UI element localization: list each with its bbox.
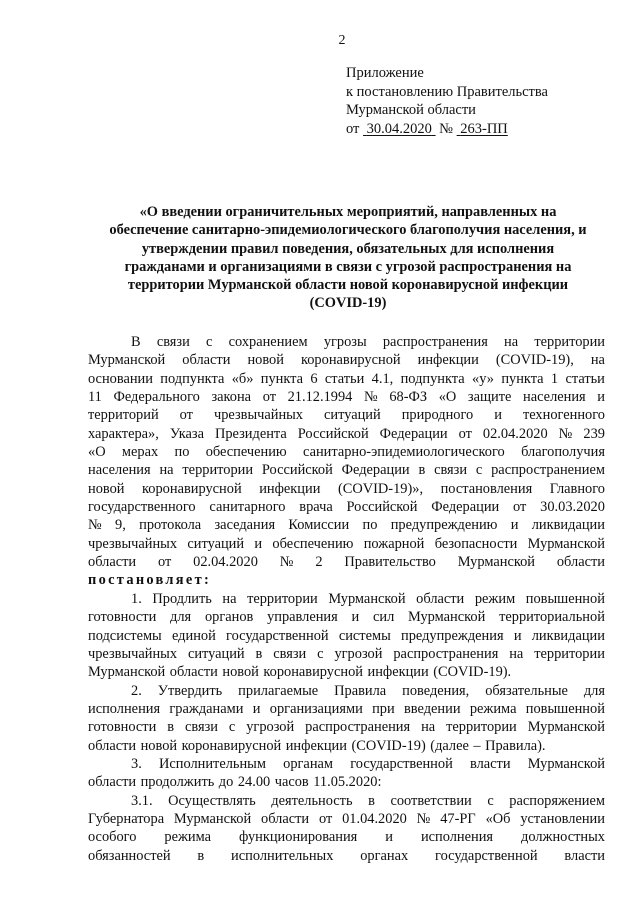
body-line: подсистемы единой государственной системы предупреждения и ликвидации: [88, 627, 605, 644]
body-line: области новой коронавирусной инфекции (COVID-19) (далее – Правила).: [88, 737, 546, 754]
body-line: 3.1. Осуществлять деятельность в соответствии с распоряжением: [131, 792, 605, 809]
body-line: чрезвычайных ситуаций и обеспечению пожарной безопасности Мурманской: [88, 535, 605, 552]
body-line: В связи с сохранением угрозы распространения на территории: [131, 334, 605, 350]
body-line: чрезвычайных ситуаций в связи с угрозой распространения на территории: [88, 645, 605, 662]
body-line: 2. Утвердить прилагаемые Правила поведения, обязательные для: [131, 682, 605, 699]
appendix-line-2: к постановлению Правительства: [346, 83, 548, 100]
body-line: характера», Указа Президента Российской Федерации от 02.04.2020 № 239: [88, 425, 605, 442]
body-line: основании подпункта «б» пункта 6 статьи 4.1, подпункта «у» пункта 1 статьи: [88, 370, 605, 387]
title-line: «О введении ограничительных мероприятий, направленных на: [139, 204, 557, 220]
body-line: постановляет:: [88, 572, 212, 589]
appendix-line-1: Приложение: [346, 65, 424, 81]
date-prefix: от: [346, 120, 360, 137]
body-line: населения на территории Российской Федерации в связи с распространением: [88, 462, 605, 479]
body-line: готовности для органов управления и сил Мурманской территориальной: [88, 609, 605, 626]
body-line: государственного санитарного врача Российской Федерации от 30.03.2020: [88, 499, 605, 516]
body-line: 1. Продлить на территории Мурманской области режим повышенной: [131, 590, 605, 607]
body-line: обязанностей в исполнительных органах государственной власти: [88, 847, 605, 864]
body-line: области продолжить до 24.00 часов 11.05.2020:: [88, 774, 382, 791]
body-line: готовности в связи с угрозой распространения на территории Мурманской: [88, 719, 605, 736]
body-line: новой коронавирусной инфекции (COVID-19)», постановления Главного: [88, 480, 605, 497]
body-line: Мурманской области новой коронавирусной инфекции (COVID-19), на: [88, 352, 605, 369]
body-line: области от 02.04.2020 № 2 Правительство Мурманской области: [88, 554, 605, 571]
body-line: Губернатора Мурманской области от 01.04.2020 № 47-РГ «Об установлении: [88, 810, 605, 827]
title-line: обеспечение санитарно-эпидемиологического благополучия населения, и: [109, 222, 587, 239]
appendix-line-3: Мурманской области: [346, 102, 476, 118]
number-sign: №: [439, 120, 453, 137]
appendix-header: [346, 64, 548, 138]
body-line: особого режима функционирования и исполнения должностных: [88, 829, 605, 846]
resolution-number: 263-ПП: [460, 120, 508, 137]
body-line: 3. Исполнительным органам государственной власти Мурманской: [131, 755, 605, 772]
title-line: утверждении правил поведения, обязательных для исполнения: [141, 240, 555, 257]
body-line: «О мерах по обеспечению санитарно-эпидемиологического благополучия: [88, 444, 605, 461]
appendix-date-line: [346, 120, 548, 139]
title-line: гражданами и организациями в связи с угрозой распространения на: [124, 258, 572, 275]
document-title: [88, 203, 608, 313]
body-line: № 9, протокола заседания Комиссии по предупреждению и ликвидации: [88, 517, 605, 534]
body-line: исполнения гражданами и организациями при введении режима повышенной: [88, 700, 605, 717]
resolution-date: 30.04.2020: [366, 120, 432, 137]
body-line: территорий от чрезвычайных ситуаций природного и техногенного: [88, 407, 605, 424]
body-line: Мурманской области новой коронавирусной инфекции (COVID-19).: [88, 664, 512, 681]
title-line: (COVID-19): [309, 295, 387, 312]
body-line: 11 Федерального закона от 21.12.1994 № 68-ФЗ «О защите населения и: [88, 389, 605, 406]
title-line: территории Мурманской области новой коронавирусной инфекции: [127, 277, 569, 294]
page-number: 2: [338, 33, 346, 48]
document-body: [88, 333, 605, 865]
